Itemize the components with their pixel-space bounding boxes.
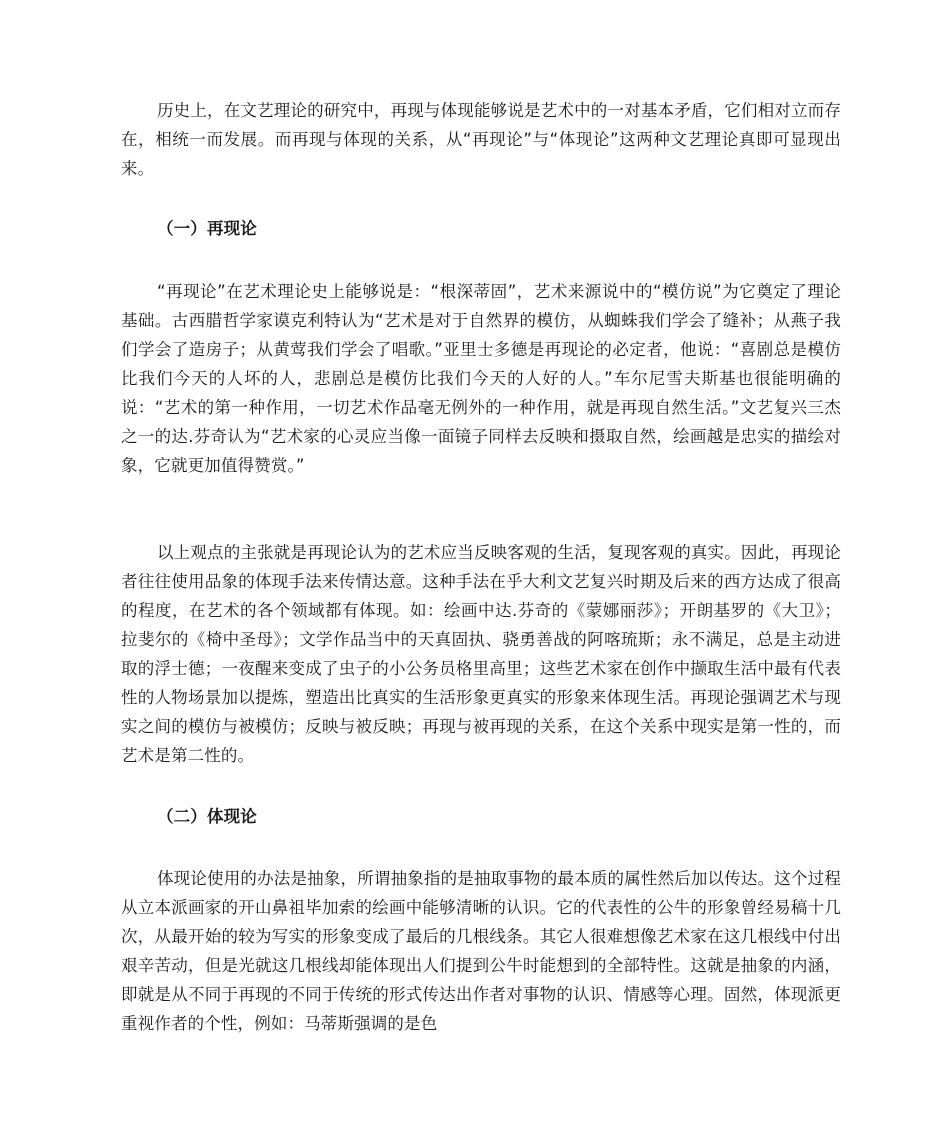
expression-paragraph-1: 体现论使用的办法是抽象，所谓抽象指的是抽取事物的最本质的属性然后加以传达。这个过程从立本派画家的开山鼻祖毕加索的绘画中能够清晰的认识。它的代表性的公牛的形象曾经易稿十几次，从最开始的较为写实的形象变成了最后的几根线条。其它人很难想像艺术家在这几根线中付出艰辛苦动，但是光就这几根线却能体现出人们提到公牛时能想到的全部特性。这就是抽象的内涵，即就是从不同于再现的不同于传统的形式传达出作者对事物的认识、情感等心理。固然，体现派更重视作者的个性，例如：马蒂斯强调的是色 <box>121 869 841 1033</box>
representation-paragraph-2: 以上观点的主张就是再现论认为的艺术应当反映客观的生活，复现客观的真实。因此，再现论者往往使用品象的体现手法来传情达意。这种手法在乎大利文艺复兴时期及后来的西方达成了很高的程度，在艺术的各个领域都有体现。如：绘画中达.芬奇的《蒙娜丽莎》；开朗基罗的《大卫》；拉斐尔的《椅中圣母》；文学作品当中的天真固执、骁勇善战的阿喀琉斯；永不满足，总是主动进取的浮士德；一夜醒来变成了虫子的小公务员格里高里；这些艺术家在创作中撷取生活中最有代表性的人物场景加以提炼，塑造出比真实的生活形象更真实的形象来体现生活。再现论强调艺术与现实之间的模仿与被模仿；反映与被反映；再现与被再现的关系，在这个关系中现实是第一性的，而艺术是第二性的。 <box>121 543 841 765</box>
section-heading-representation: （一）再现论 <box>157 219 257 238</box>
representation-paragraph-1: “再现论”在艺术理论史上能够说是：“根深蒂固”，艺术来源说中的“模仿说”为它奠定了理论基础。古西腊哲学家谟克利特认为“艺术是对于自然界的模仿，从蜘蛛我们学会了缝补；从燕子我们学会了造房子；从黄莺我们学会了唱歌。”亚里士多德是再现论的必定者，他说：“喜剧总是模仿比我们今天的人坏的人，悲剧总是模仿比我们今天的人好的人。”车尔尼雪夫斯基也很能明确的说：“艺术的第一种作用，一切艺术作品毫无例外的一种作用，就是再现自然生活。”文艺复兴三杰之一的达.芬奇认为“艺术家的心灵应当像一面镜子同样去反映和摄取自然，绘画越是忠实的描绘对象，它就更加值得赞赏。” <box>121 282 841 475</box>
intro-paragraph: 历史上，在文艺理论的研究中，再现与体现能够说是艺术中的一对基本矛盾，它们相对立而存在，相统一而发展。而再现与体现的关系，从“再现论”与“体现论”这两种文艺理论真即可显现出来。 <box>121 101 841 178</box>
section-heading-expression: （二）体现论 <box>157 807 257 826</box>
